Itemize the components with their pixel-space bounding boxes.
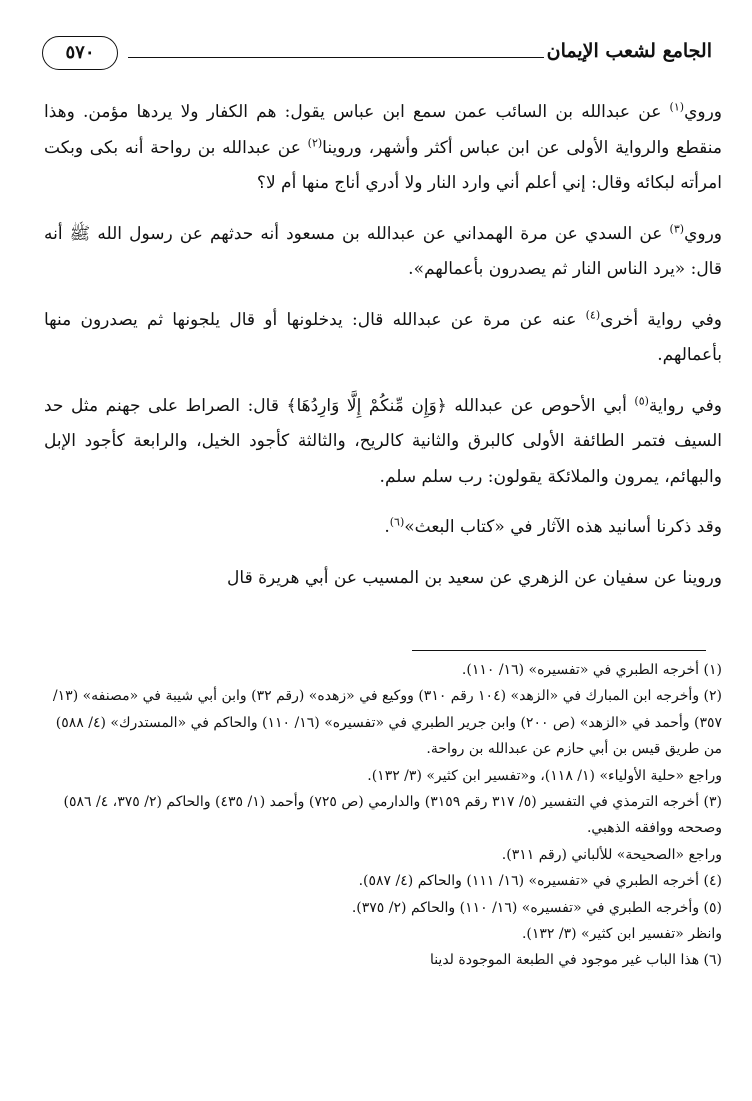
footnote: (٥) وأخرجه الطبري في «تفسيره» (١٦/ ١١٠) والحاكم (٢/ ٣٧٥). [351, 899, 722, 916]
footnote-ref: (١) [669, 100, 685, 114]
footnote-ref: (٦) [389, 515, 405, 529]
footnote: وراجع «حلية الأولياء» (١/ ١١٨)، و«تفسير ابن كثير» (٣/ ١٣٢). [367, 767, 722, 784]
paragraph: وقد ذكرنا أسانيد هذه الآثار في «كتاب البعث»$^{(٦)}$. [384, 515, 722, 537]
footnote: (٦) هذا الباب غير موجود في الطبعة الموجودة لدينا [429, 952, 722, 969]
footnotes [44, 657, 722, 974]
page-header [40, 34, 726, 78]
footnote: (١) أخرجه الطبري في «تفسيره» (١٦/ ١١٠). [461, 662, 722, 678]
page-number: ٥٧٠ [42, 36, 118, 70]
paragraph: وروينا عن سفيان عن الزهري عن سعيد بن المسيب عن أبي هريرة قال [227, 567, 722, 588]
footnote: (٤) أخرجه الطبري في «تفسيره» (١٦/ ١١١) والحاكم (٤/ ٥٨٧). [358, 873, 722, 890]
footnote-ref: (٥) [634, 393, 649, 407]
footnote: وانظر «تفسير ابن كثير» (٣/ ١٣٢). [521, 926, 722, 943]
main-text [44, 95, 722, 596]
footnote-separator [412, 650, 706, 651]
header-rule [128, 57, 544, 58]
paragraph: وفي رواية أخرى$^{(٤)}$ عنه عن مرة عن عبدالله قال: يدخلونها أو قال يلجونها ثم يصدرون منها بأعمالهم. [44, 307, 723, 365]
footnote-ref: (٤) [585, 307, 601, 321]
paragraph: وروي$^{(١)}$ عن عبدالله بن السائب عمن سمع ابن عباس يقول: هم الكفار ولا يردها مؤمن. وهذا منقطع والرواية الأولى عن ابن عباس أكثر وأشهر، وروينا$^{(٢)}$ عن عبدالله بن رواحة أنه بكى وبكت امرأته لبكائه وقال: إني أعلم أني وارد النار ولا أدري أناج منها أم لا؟ [44, 100, 722, 193]
footnote: (٢) وأخرجه ابن المبارك في «الزهد» (١٠٤ رقم ٣١٠) ووكيع في «زهده» (رقم ٣٢) وابن أبي شيبة في «مصنفه» (١٣/ ٣٥٧) وأحمد في «الزهد» (ص ٢٠٠) وابن جرير الطبري في «تفسيره» (١٦/ ١١٠) والحاكم في «المستدرك» (٤/ ٥٨٨) من طريق قيس بن أبي حازم عن عبدالله بن رواحة. [52, 688, 722, 758]
paragraph: وروي$^{(٣)}$ عن السدي عن مرة الهمداني عن عبدالله بن مسعود أنه حدثهم عن رسول الله ﷺ أنه قال: «يرد الناس النار ثم يصدرون بأعمالهم». [44, 221, 722, 279]
paragraph: وفي رواية$^{(٥)}$ أبي الأحوص عن عبدالله ﴿وَإِن مِّنكُمْ إِلَّا وَارِدُهَا﴾ قال: الصراط على جهنم مثل حد السيف فتمر الطائفة الأولى كالبرق والثانية كالريح، والثالثة كأجود الخيل، والرابعة كأجود الإبل والبهائم، يمرون والملائكة يقولون: رب سلم سلم. [44, 393, 722, 487]
footnote: (٣) أخرجه الترمذي في التفسير (٥/ ٣١٧ رقم ٣١٥٩) والدارمي (ص ٧٢٥) وأحمد (١/ ٤٣٥) والحاكم (٢/ ٣٧٥، ٤/ ٥٨٦) وصححه ووافقه الذهبي. [63, 794, 722, 837]
footnote-ref: (٢) [307, 135, 323, 149]
footnote-ref: (٣) [669, 221, 685, 235]
running-title: الجامع لشعب الإيمان [546, 40, 712, 62]
footnote: وراجع «الصحيحة» للألباني (رقم ٣١١). [501, 846, 722, 863]
